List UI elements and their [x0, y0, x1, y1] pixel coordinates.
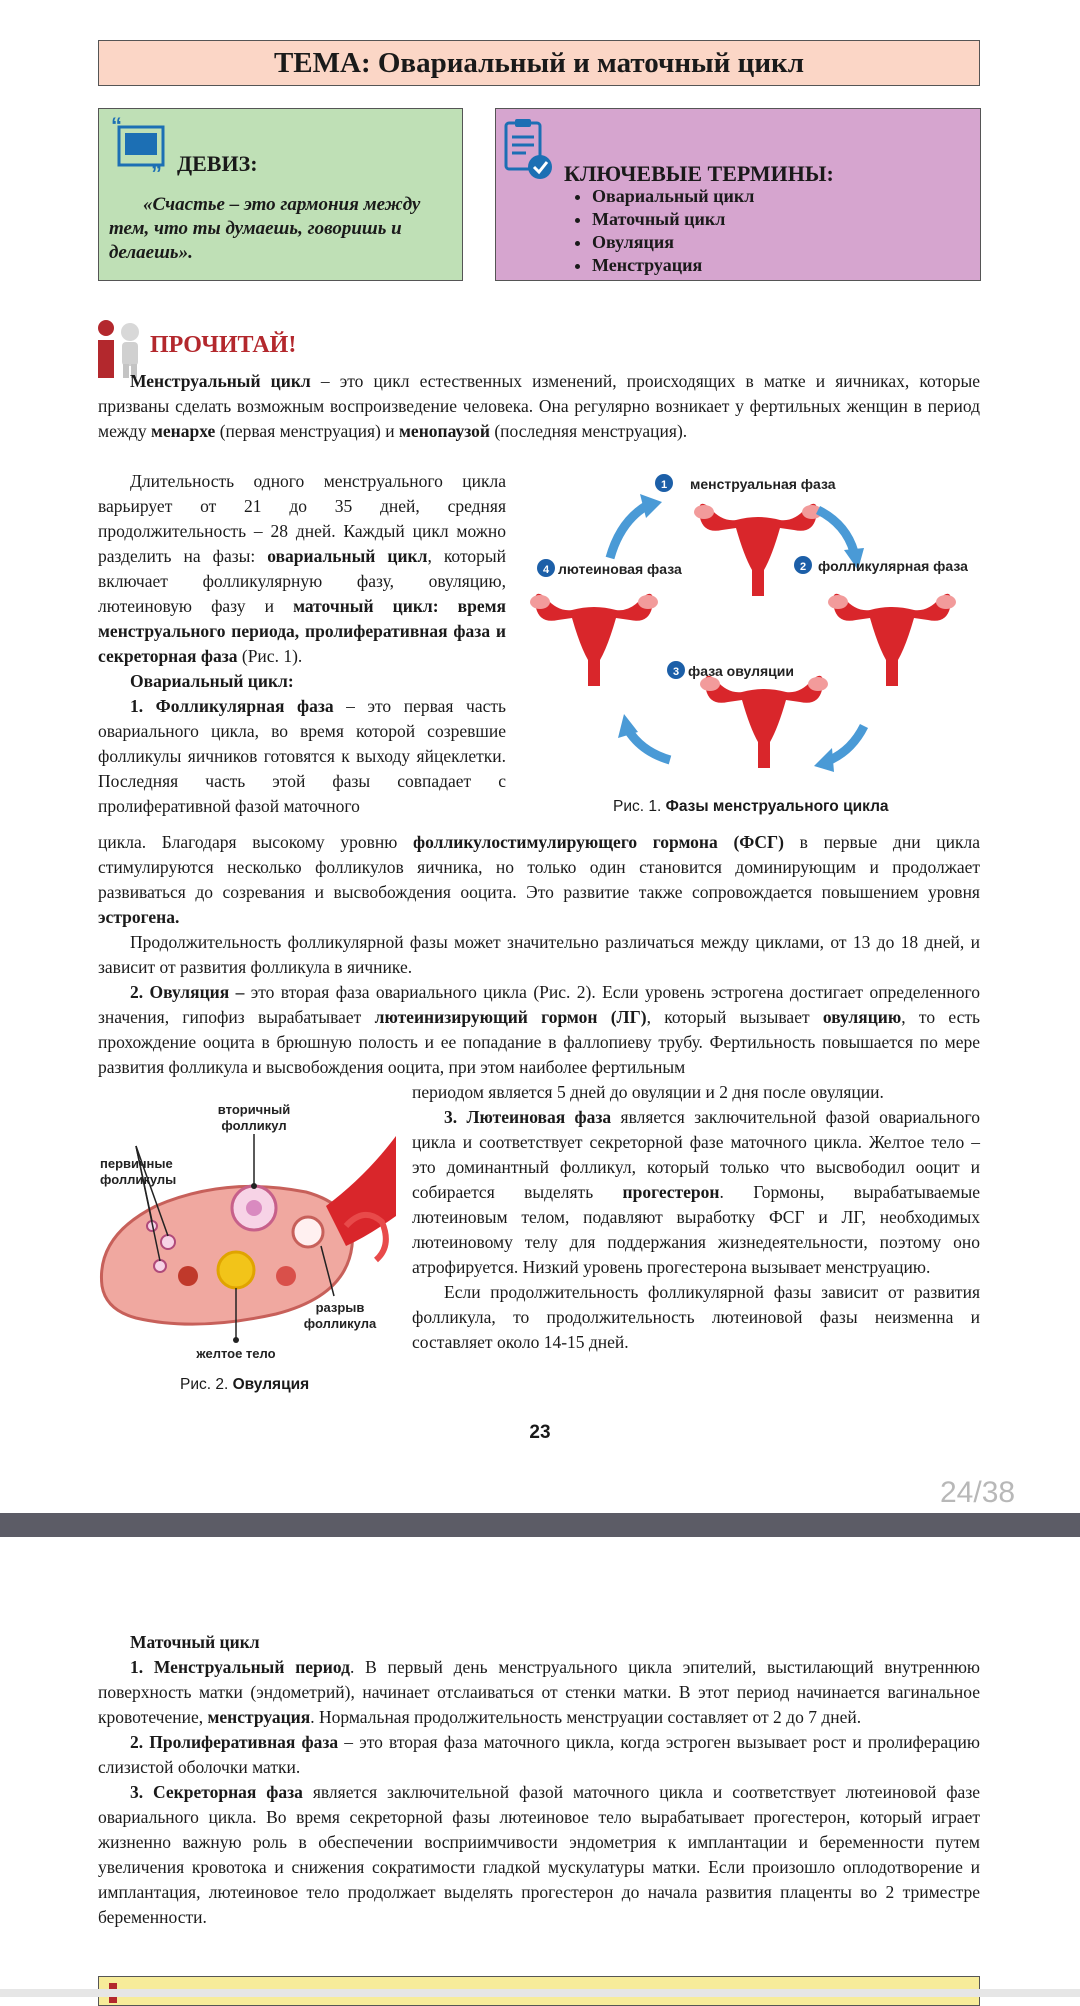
phase-badge: 1	[660, 479, 668, 491]
motto-heading: ДЕВИЗ:	[177, 151, 258, 176]
page-title: ТЕМА: Овариальный и маточный цикл	[98, 40, 980, 86]
page-number: 23	[529, 1422, 551, 1443]
motto-box	[98, 108, 463, 281]
cycle-arrow	[830, 726, 864, 760]
uterus-icon	[828, 594, 956, 686]
key-term-item: • Менструация	[592, 254, 754, 277]
label-secondary-follicle: вторичный	[217, 1102, 291, 1117]
cycle-arrow	[628, 730, 670, 760]
phase-label: фолликулярная фаза	[818, 558, 968, 574]
label-follicle-rupture: разрыв	[315, 1300, 365, 1315]
label-secondary-follicle: фолликул	[221, 1118, 287, 1133]
key-term-item: • Овариальный цикл	[592, 185, 754, 208]
phase-label: лютеиновая фаза	[558, 561, 682, 577]
label-follicle-rupture: фолликула	[303, 1316, 377, 1331]
viewer-bottom-strip	[0, 1989, 1080, 1997]
label-corpus-luteum: желтое тело	[196, 1346, 276, 1361]
label-primary-follicles: первичные	[100, 1156, 173, 1171]
svg-text:“: “	[111, 117, 122, 138]
menstrual-cycle-diagram	[528, 466, 988, 786]
label-primary-follicles: фолликулы	[100, 1172, 177, 1187]
uterine-cycle-section: Маточный цикл 1. Менструальный период. В первый день менструального цикла эпителий, выстилающий внутреннюю поверхность матки (эндометрий), начинает отслаиваться от стенки матки. В этот период начинается вагинальное кровотечение, менструация. Нормальная продолжительность менструации составляет от 2 до 7 дней. 2. Пролиферативная фаза – это вторая фаза маточного цикла, когда эстроген вызывает рост и пролиферацию слизистой оболочки матки. 3. Секреторная фаза является заключительной фазой маточного цикла и соответствует лютеиновой фазе овариального цикла. Во время секреторной фазы лютеиновое тело вырабатывает прогестерон, который играет жизненно важную роль в обеспечении восприимчивости эндометрия к имплантации и беременности путем увеличения кровотока и снижения сократимости гладкой мускулатуры матки. Если произошло оплодотворение и имплантация, лютеиновое тело продолжает выделять прогестерон до начала развития плаценты во 2 триместре беременности.	[98, 1632, 981, 1927]
cycle-arrow	[610, 506, 646, 558]
key-terms-list	[574, 185, 754, 277]
phase-label: фаза овуляции	[688, 663, 794, 679]
read-heading: ПРОЧИТАЙ!	[150, 332, 297, 358]
ovulation-diagram	[96, 1096, 396, 1366]
page-divider	[0, 1513, 1080, 1537]
duration-paragraph: Длительность одного менструального цикла варьирует от 21 до 35 дней, средняя продолжительность – 28 дней. Каждый цикл можно разделить на фазы: овариальный цикл, который включает фолликулярную фазу, овуляцию, лютеиновую фазу и маточный цикл: время менструального периода, пролиферативная фаза и секреторная фаза (Рис. 1). Овариальный цикл: 1. Фолликулярная фаза – это первая часть овариального цикла, во время которой созревшие фолликулы яичников готовятся к выходу яйцеклетки. Последняя часть этой фазы совпадает с пролиферативной фазой маточного	[98, 471, 506, 816]
ovarian-cycle-heading: Овариальный цикл:	[130, 671, 294, 691]
phase-badge: 4	[542, 564, 550, 576]
figure2-caption: Рис. 2. Овуляция	[180, 1376, 310, 1393]
svg-text:”: ”	[151, 161, 162, 179]
phase-label: менструальная фаза	[690, 476, 836, 492]
intro-paragraph: Менструальный цикл – это цикл естественных изменений, происходящих в матке и яичниках, которые призваны сделать возможным воспроизведение человека. Она регулярно возникает у фертильных женщин в период между менархе (первая менструация) и менопаузой (последняя менструация).	[98, 371, 980, 441]
figure1-caption: Рис. 1. Фазы менструального цикла	[613, 798, 889, 815]
uterus-icon	[694, 504, 822, 596]
cycle-arrow-head	[814, 748, 834, 772]
luteal-paragraph: периодом является 5 дней до овуляции и 2 дня после овуляции. 3. Лютеиновая фаза является заключительной фазой овариального цикла и соответствует секреторной фазе маточного цикла. Желтое тело – это доминантный фолликул, который только что высвободил ооцит и собирается выделять прогестерон. Гормоны, вырабатываемые лютеиновым телом, подавляют выработку ФСГ и ЛГ, необходимых лютеиновому телу для поддержания жизнедеятельности, поэтому оно атрофируется. Низкий уровень прогестерона вызывает менструацию. Если продолжительность фолликулярной фазы зависит от развития фолликула, то продолжительность лютеиновой фазы неизменна и составляет около 14-15 дней.	[412, 1082, 981, 1352]
key-terms-heading: КЛЮЧЕВЫЕ ТЕРМИНЫ:	[564, 161, 834, 186]
key-terms-box	[495, 108, 981, 281]
uterine-cycle-heading: Маточный цикл	[130, 1632, 260, 1652]
page-counter: 24/38	[940, 1476, 1016, 1509]
phase-badge: 3	[672, 666, 680, 678]
key-term-item: • Овуляция	[592, 231, 754, 254]
phase-badge: 2	[799, 561, 807, 573]
uterus-icon	[530, 594, 658, 686]
quote-icon	[109, 117, 171, 179]
motto-text: «Счастье – это гармония между тем, что ты думаешь, говоришь и делаешь».	[109, 194, 421, 263]
cycle-arrow	[818, 510, 854, 552]
follicular-paragraph: цикла. Благодаря высокому уровню фолликулостимулирующего гормона (ФСГ) в первые дни цикла стимулируются несколько фолликулов яичника, но только один становится доминирующим и продолжает развиваться до созревания и высвобождения ооцита. Это развитие также сопровождается повышением уровня эстрогена. Продолжительность фолликулярной фазы может значительно различаться между циклами, от 13 до 18 дней, и зависит от развития фолликула в яичнике. 2. Овуляция – это вторая фаза овариального цикла (Рис. 2). Если уровень эстрогена достигает определенного значения, гипофиз вырабатывает лютеинизирующий гормон (ЛГ), который вызывает овуляцию, то есть прохождение ооцита в брюшную полость и ее попадание в фаллопиеву трубу. Фертильность повышается по мере развития фолликула и высвобождения ооцита, при этом наиболее фертильным	[98, 832, 980, 1077]
clipboard-check-icon	[502, 117, 554, 181]
key-term-item: • Маточный цикл	[592, 208, 754, 231]
cycle-arrow-head	[640, 494, 662, 518]
uterus-icon	[700, 676, 828, 768]
